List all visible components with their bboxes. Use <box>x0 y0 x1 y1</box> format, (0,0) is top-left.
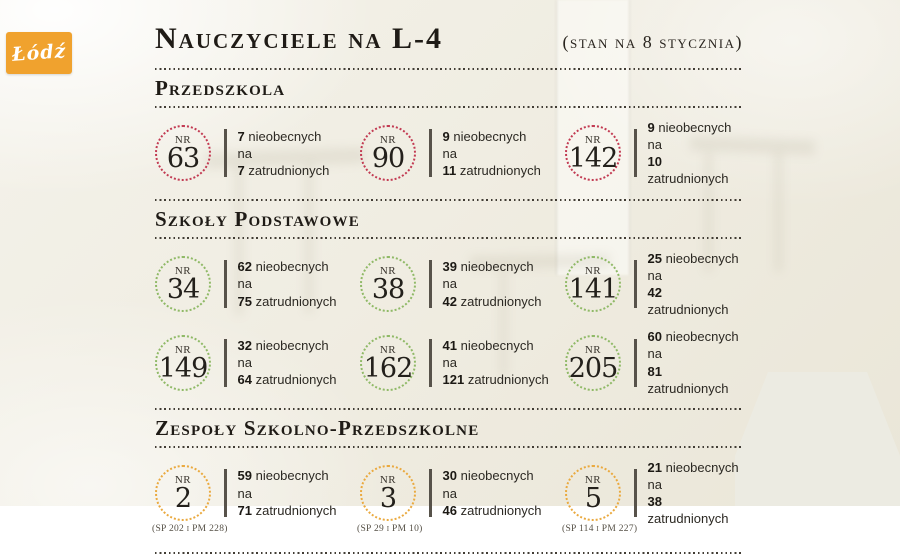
absent-count: 30 <box>442 468 457 484</box>
nr-label: NR <box>379 134 397 147</box>
divider-bar <box>634 260 637 308</box>
employed-word: zatrudnionych <box>467 372 549 388</box>
absent-count: 21 <box>647 459 662 475</box>
employed-word: zatrudnionych <box>255 372 337 388</box>
divider-bar <box>224 260 227 308</box>
school-number: 142 <box>568 143 618 175</box>
na-word: na <box>237 354 252 370</box>
school-number-circle <box>565 335 621 391</box>
school-entry <box>155 328 360 397</box>
school-entry <box>565 250 743 319</box>
school-number: 162 <box>363 352 413 384</box>
absent-word: nieobecnych <box>255 337 329 353</box>
absent-count: 9 <box>647 120 655 135</box>
employed-count: 38 <box>647 494 662 510</box>
divider <box>155 408 743 410</box>
divider-bar <box>224 469 227 517</box>
entries-grid <box>152 448 743 552</box>
school-badge <box>565 256 621 312</box>
na-word: na <box>237 485 252 501</box>
absent-word: nieobecnych <box>248 128 322 144</box>
na-word: na <box>442 354 457 370</box>
school-number-circle <box>360 256 416 312</box>
school-entry <box>360 250 565 319</box>
employed-count: 46 <box>442 502 457 518</box>
employed-word: zatrudnionych <box>248 162 330 178</box>
divider-bar <box>429 339 432 387</box>
background-chair-shape <box>775 152 782 272</box>
nr-label: NR <box>174 343 192 356</box>
nr-label: NR <box>174 474 192 487</box>
school-badge <box>360 125 416 181</box>
entry-stats <box>238 128 330 179</box>
divider-bar <box>429 129 432 177</box>
absent-count: 7 <box>237 128 245 144</box>
absent-count: 41 <box>442 337 457 353</box>
absent-count: 39 <box>442 259 457 275</box>
school-badge <box>155 125 211 181</box>
school-number: 90 <box>371 143 405 175</box>
school-badge <box>155 335 211 391</box>
divider-bar <box>224 129 227 177</box>
employed-count: 81 <box>647 363 662 379</box>
absent-count: 60 <box>647 329 662 345</box>
employed-word: zatrudnionych <box>647 380 729 396</box>
employed-word: zatrudnionych <box>255 502 337 518</box>
section-przedszkola <box>155 76 743 201</box>
nr-label: NR <box>584 474 602 487</box>
entry-stats <box>443 467 542 518</box>
nr-label: NR <box>379 474 397 487</box>
school-number: 2 <box>174 483 192 515</box>
nr-label: NR <box>584 265 602 278</box>
school-badge <box>155 256 211 312</box>
school-number: 205 <box>568 352 618 384</box>
school-badge <box>360 335 416 391</box>
header <box>155 22 743 55</box>
absent-word: nieobecnych <box>255 468 329 484</box>
school-number: 38 <box>371 274 405 306</box>
employed-word: zatrudnionych <box>460 502 542 518</box>
absent-count: 62 <box>237 259 252 275</box>
divider-bar <box>224 339 227 387</box>
school-number-circle <box>155 465 211 521</box>
school-badge <box>565 335 621 391</box>
school-number-circle <box>565 465 621 521</box>
lodz-city-logo <box>6 32 72 74</box>
employed-count: 10 <box>647 154 662 170</box>
na-word: na <box>442 485 457 501</box>
school-badge <box>357 465 423 535</box>
employed-word: zatrudnionych <box>647 302 729 318</box>
employed-word: zatrudnionych <box>460 293 542 309</box>
na-word: na <box>442 276 457 292</box>
entry-stats <box>648 250 744 319</box>
absent-word: nieobecnych <box>665 459 739 475</box>
entry-stats <box>238 337 337 388</box>
page-subtitle: (stan na 8 stycznia) <box>562 32 743 52</box>
na-word: na <box>237 145 252 161</box>
page-title: Nauczyciele na L-4 <box>155 22 444 55</box>
employed-count: 42 <box>442 293 457 309</box>
divider-bar <box>634 339 637 387</box>
entries-grid <box>155 108 743 199</box>
school-entry <box>562 459 743 535</box>
background-table-leg-shape <box>735 372 900 506</box>
section-title: Zespoły Szkolno-Przedszkolne <box>155 415 480 440</box>
divider-bar <box>634 129 637 177</box>
section-szkoly-podstawowe <box>155 207 743 410</box>
absent-word: nieobecnych <box>665 329 739 345</box>
school-badge <box>360 256 416 312</box>
employed-count: 71 <box>237 502 252 518</box>
section-title: Przedszkola <box>155 76 286 100</box>
employed-count: 11 <box>442 162 457 178</box>
school-number: 63 <box>166 143 200 175</box>
school-number-circle <box>155 125 211 181</box>
school-caption: (SP 29 i PM 10) <box>357 524 423 535</box>
school-entry <box>565 328 743 397</box>
school-number-circle <box>565 256 621 312</box>
na-word: na <box>647 346 662 362</box>
school-number-circle <box>155 335 211 391</box>
nr-label: NR <box>379 265 397 278</box>
absent-word: nieobecnych <box>658 120 732 135</box>
nr-label: NR <box>584 343 602 356</box>
school-caption: (SP 114 i PM 227) <box>562 524 638 535</box>
employed-count: 121 <box>442 372 465 388</box>
employed-word: zatrudnionych <box>647 511 729 527</box>
divider-bar <box>634 469 637 517</box>
lodz-logo-text: Łódź <box>11 40 67 66</box>
absent-count: 9 <box>442 128 450 144</box>
divider-bar <box>429 260 432 308</box>
employed-word: zatrudnionych <box>647 171 729 187</box>
employed-word: zatrudnionych <box>459 162 541 178</box>
divider <box>155 552 743 554</box>
absent-count: 25 <box>647 250 662 266</box>
school-number: 141 <box>568 274 618 306</box>
absent-word: nieobecnych <box>665 250 739 266</box>
nr-label: NR <box>379 343 397 356</box>
entries-grid <box>155 239 743 408</box>
employed-count: 75 <box>237 293 252 309</box>
section-title: Szkoły Podstawowe <box>155 206 360 231</box>
na-word: na <box>647 137 662 153</box>
school-badge <box>152 465 228 535</box>
content-area <box>152 22 743 554</box>
absent-word: nieobecnych <box>453 128 527 144</box>
absent-word: nieobecnych <box>255 259 329 275</box>
divider <box>155 199 743 201</box>
absent-count: 32 <box>237 337 252 353</box>
school-entry <box>565 119 743 188</box>
absent-word: nieobecnych <box>460 259 534 275</box>
nr-label: NR <box>584 134 602 147</box>
school-entry <box>152 459 360 535</box>
absent-count: 59 <box>237 468 252 484</box>
na-word: na <box>647 267 662 283</box>
entry-stats <box>238 467 337 518</box>
school-entry <box>360 328 565 397</box>
school-number-circle <box>360 125 416 181</box>
entry-stats <box>443 128 541 179</box>
entry-stats <box>238 258 337 309</box>
school-number: 3 <box>379 483 397 515</box>
school-number-circle <box>565 125 621 181</box>
entry-stats <box>443 258 542 309</box>
employed-count: 64 <box>237 372 252 388</box>
school-number-circle <box>360 335 416 391</box>
school-entry <box>357 459 565 535</box>
school-number: 34 <box>166 274 200 306</box>
school-entry <box>155 250 360 319</box>
employed-count: 7 <box>237 162 245 178</box>
na-word: na <box>647 477 662 493</box>
entry-stats <box>443 337 549 388</box>
school-entry <box>155 119 360 188</box>
school-badge <box>562 465 638 535</box>
nr-label: NR <box>174 134 192 147</box>
entry-stats <box>648 328 744 397</box>
school-number: 5 <box>584 483 602 515</box>
divider <box>155 68 743 70</box>
school-number-circle <box>155 256 211 312</box>
divider-bar <box>429 469 432 517</box>
section-zespoly <box>152 415 743 554</box>
absent-word: nieobecnych <box>460 337 534 353</box>
school-number-circle <box>360 465 416 521</box>
school-entry <box>360 119 565 188</box>
nr-label: NR <box>174 265 192 278</box>
entry-stats <box>648 459 744 528</box>
na-word: na <box>237 276 252 292</box>
school-number: 149 <box>158 352 208 384</box>
entry-stats <box>648 119 744 188</box>
na-word: na <box>442 145 457 161</box>
school-caption: (SP 202 i PM 228) <box>152 524 228 535</box>
absent-word: nieobecnych <box>460 468 534 484</box>
employed-count: 42 <box>647 284 662 300</box>
employed-word: zatrudnionych <box>255 293 337 309</box>
school-badge <box>565 125 621 181</box>
